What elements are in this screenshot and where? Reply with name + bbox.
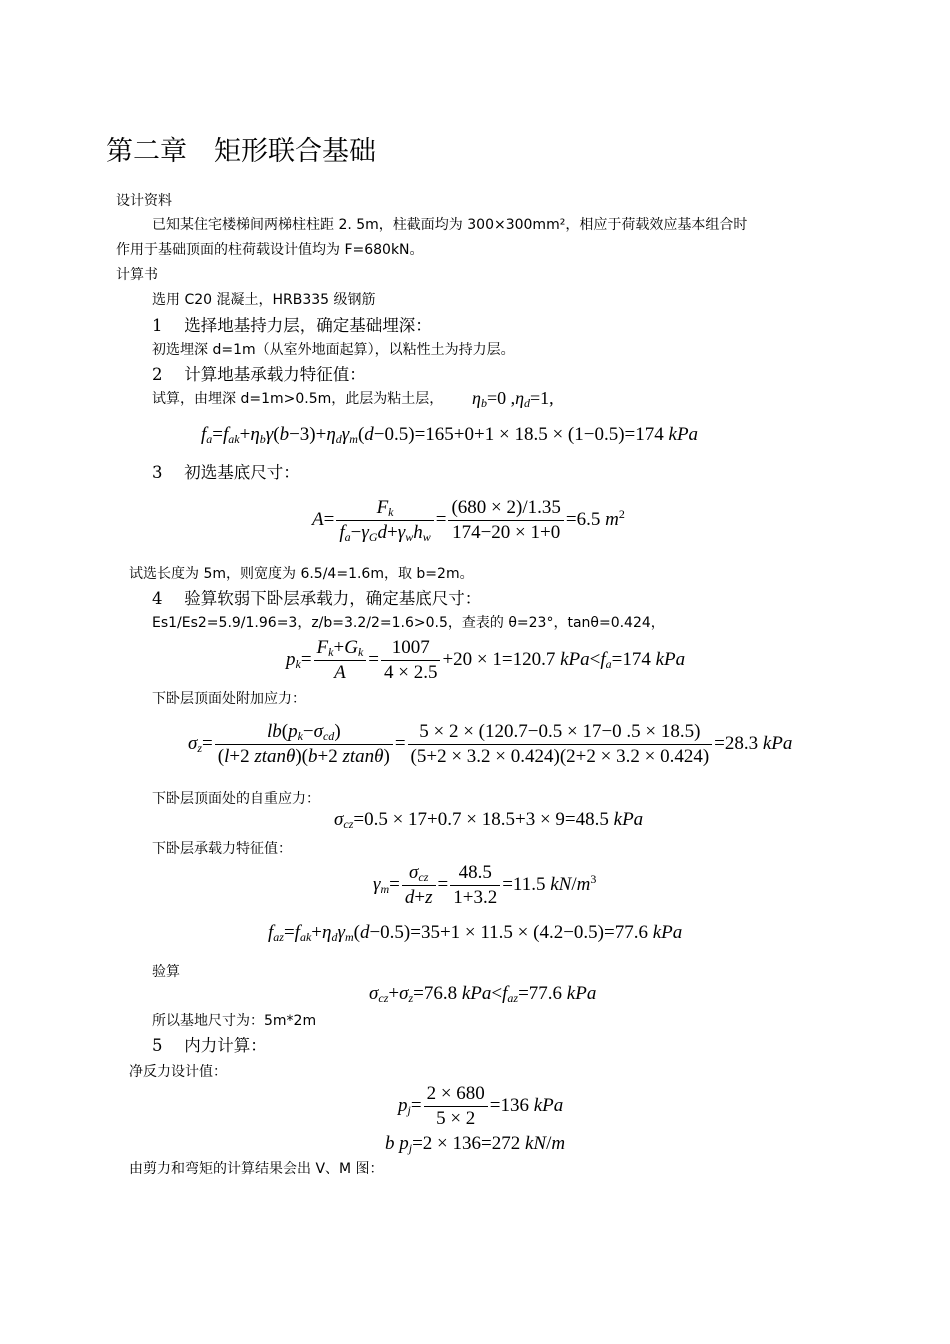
eq-bpj: b $p_j=2 \times 136=272$ kN/m (385, 1133, 566, 1155)
eq-faz: $f_{az}=f_{ak}+\eta_d\gamma_m(d-0.5)=35+1 \times 11.5 \times (4.2-0.5)=77.6$ kPa (268, 922, 683, 944)
net-reaction-label: 净反力设计值： (129, 1064, 227, 1080)
chapter-title: 第二章 矩形联合基础 (106, 136, 376, 167)
bearing-label: 下卧层承载力特征值： (152, 841, 292, 857)
step2-text: 试算，由埋深 d=1m>0.5m，此层为粘土层， (152, 391, 444, 407)
paragraph-line: 作用于基础顶面的柱荷载设计值均为 F=680kN。 (116, 242, 424, 258)
self-stress-label: 下卧层顶面处的自重应力： (152, 791, 320, 807)
eq-sigma-cz: $\sigma_{cz}=0.5 \times 17+0.7 \times 18.5+3 \times 9=48.5$ kPa (334, 809, 644, 831)
result-text: 所以基地尺寸为：5m*2m (152, 1013, 317, 1029)
step3-title: 3 初选基底尺寸： (152, 463, 300, 482)
eq-area: A= $\frac{F_k}{f_a-\gamma_Gd+\gamma_wh_w}$ = $\frac{(680 \times 2)/1.35}{174-20 \times 1+0}$ =6.5 $m^2$ (312, 497, 625, 544)
eq-gamma-m: $\gamma_m=$ $\frac{\sigma_{cz}}{d+z}$ = $\frac{48.5}{1+3.2}$ =11.5 $kN/m^3$ (373, 862, 597, 908)
eq-sigma-z: $\sigma_z=$ $\frac{lb(p_k-\sigma_{cd})}{(l+2 ztan\theta)(b+2 ztan\theta)}$ = $\frac{5 \times 2 \times (120.7-0.5 \times 17-0 .5 \times 18.5)}{(5+2 \times 3.2 \times 0.424)(2+2 \times 3.2 \times 0.424)}$ =28.3 kPa (188, 721, 793, 767)
section-design: 设计资料 (116, 193, 172, 209)
step2-title: 2 计算地基承载力特征值： (152, 365, 366, 384)
step4-title: 4 验算软弱下卧层承载力，确定基底尺寸： (152, 589, 482, 608)
add-stress-label: 下卧层顶面处附加应力： (152, 691, 306, 707)
eq-fa: $f_a=f_{ak}+\eta_b\gamma(b-3)+\eta_d\gamma_m(d-0.5)=165+0+1 \times 18.5 \times (1-0.5)=174$ kPa (201, 424, 699, 446)
eq-pj: $p_j=$ $\frac{2 \times 680}{5 \times 2}$ =136 kPa (398, 1083, 564, 1129)
material-text: 选用 C20 混凝土，HRB335 级钢筋 (152, 292, 376, 308)
eq-eta: $\eta_b=0$ $,\eta_d=1$, (472, 388, 554, 410)
step5-title: 5 内力计算： (152, 1036, 267, 1055)
step1-text: 初选埋深 d=1m（从室外地面起算），以粘性土为持力层。 (152, 342, 515, 358)
diagram-text: 由剪力和弯矩的计算结果会出 V、M 图： (129, 1161, 384, 1177)
step4-text: Es1/Es2=5.9/1.96=3，z/b=3.2/2=1.6>0.5，查表的 θ=23°，tanθ=0.424， (152, 615, 665, 631)
paragraph-line: 已知某住宅楼梯间两梯柱柱距 2. 5m，柱截面均为 300×300mm²，相应于荷载效应基本组合时 (152, 217, 748, 233)
section-calc: 计算书 (116, 267, 158, 283)
step3-text: 试选长度为 5m，则宽度为 6.5/4=1.6m，取 b=2m。 (129, 566, 474, 582)
check-label: 验算 (152, 964, 180, 980)
eq-pk: $p_k=$ $\frac{F_k+G_k}{A}$ = $\frac{1007}{4 \times 2.5}$ +20 × 1=120.7 $kPa<f_a=174$ kPa (286, 637, 686, 683)
step1-title: 1 选择地基持力层，确定基础埋深： (152, 316, 432, 335)
eq-check: $\sigma_{cz}+\sigma_z=76.8$ $kPa<f_{az}=77.6$ kPa (369, 983, 597, 1005)
